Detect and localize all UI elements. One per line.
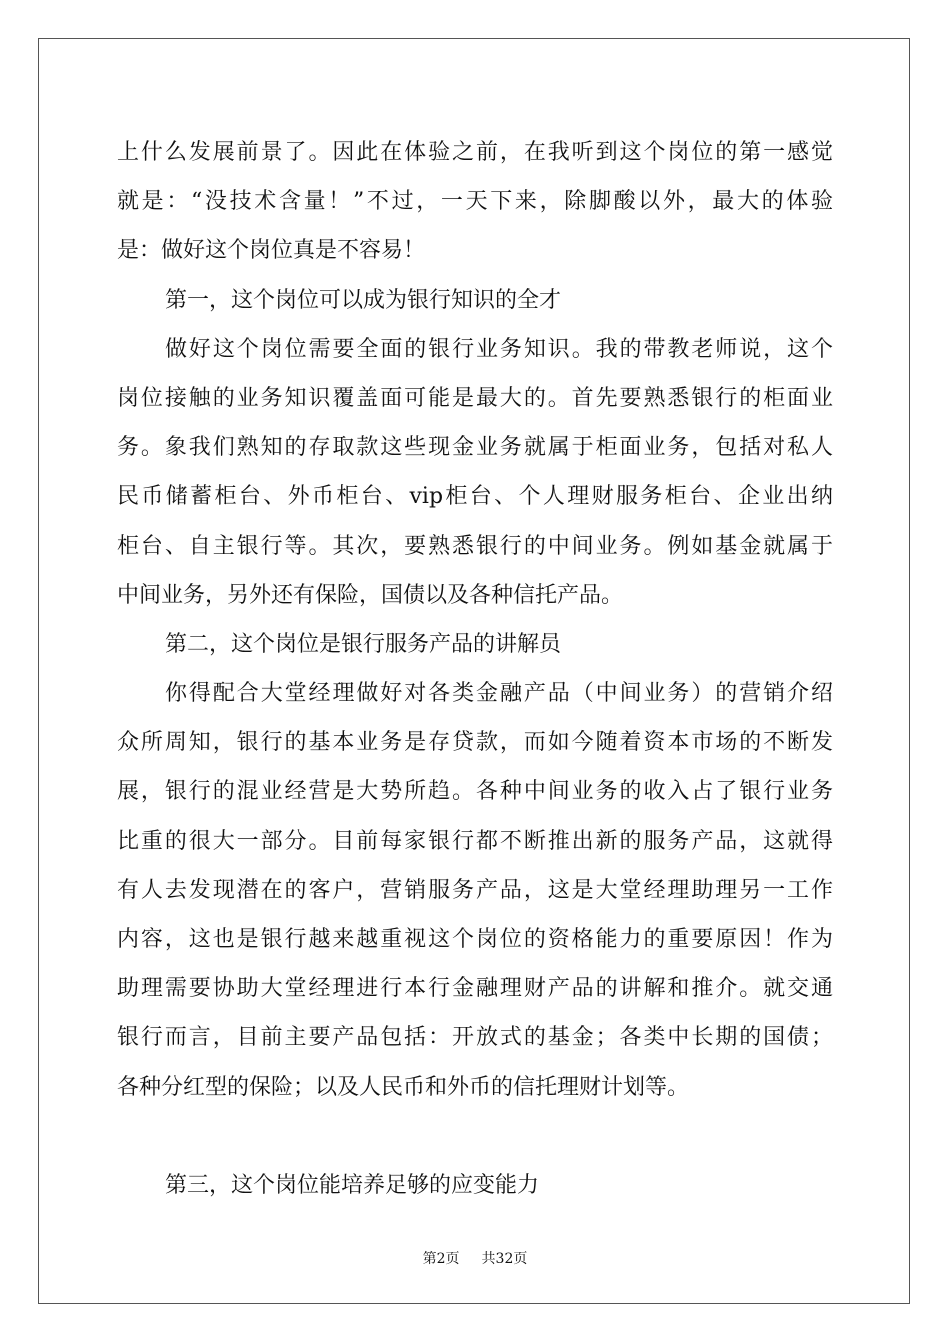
text-line: 内容，这也是银行越来越重视这个岗位的资格能力的重要原因！作为 (117, 927, 833, 952)
text-line: 展，银行的混业经营是大势所趋。各种中间业务的收入占了银行业务 (117, 779, 833, 805)
text-line: 比重的很大一部分。目前每家银行都不断推出新的服务产品，这就得 (117, 828, 833, 854)
text-line: 岗位接触的业务知识覆盖面可能是最大的。首先要熟悉银行的柜面业 (117, 385, 833, 411)
text-line: 各种分红型的保险；以及人民币和外币的信托理财计划等。 (117, 1074, 690, 1100)
page-number: 第2页 (422, 1251, 460, 1267)
text-line: 民币储蓄柜台、外币柜台、vip柜台、个人理财服务柜台、企业出纳 (117, 484, 833, 510)
document-body (117, 128, 833, 1210)
text-line: 柜台、自主银行等。其次，要熟悉银行的中间业务。例如基金就属于 (117, 533, 833, 559)
text-line: 你得配合大堂经理做好对各类金融产品（中间业务）的营销介绍 (165, 681, 833, 707)
text-line: 有人去发现潜在的客户，营销服务产品，这是大堂经理助理另一工作 (117, 877, 833, 903)
text-line: 就是：“没技术含量！”不过，一天下来，除脚酸以外，最大的体验 (117, 189, 833, 215)
text-line: 中间业务，另外还有保险，国债以及各种信托产品。 (117, 582, 624, 608)
text-line: 是：做好这个岗位真是不容易！ (117, 238, 426, 264)
text-line: 第二，这个岗位是银行服务产品的讲解员 (165, 631, 562, 657)
text-line (117, 1112, 833, 1161)
page-total: 共32页 (481, 1251, 528, 1267)
text-line: 第三，这个岗位能培养足够的应变能力 (165, 1172, 540, 1198)
page-footer (0, 1248, 950, 1268)
text-line: 众所周知，银行的基本业务是存贷款，而如今随着资本市场的不断发 (117, 730, 833, 756)
text-line: 务。象我们熟知的存取款这些现金业务就属于柜面业务，包括对私人 (117, 435, 833, 461)
text-line: 做好这个岗位需要全面的银行业务知识。我的带教老师说，这个 (165, 336, 833, 362)
text-line: 银行而言，目前主要产品包括：开放式的基金；各类中长期的国债； (117, 1025, 833, 1051)
text-line: 第一，这个岗位可以成为银行知识的全才 (165, 287, 562, 313)
text-line: 助理需要协助大堂经理进行本行金融理财产品的讲解和推介。就交通 (117, 976, 833, 1002)
text-line: 上什么发展前景了。因此在体验之前，在我听到这个岗位的第一感觉 (117, 140, 833, 165)
